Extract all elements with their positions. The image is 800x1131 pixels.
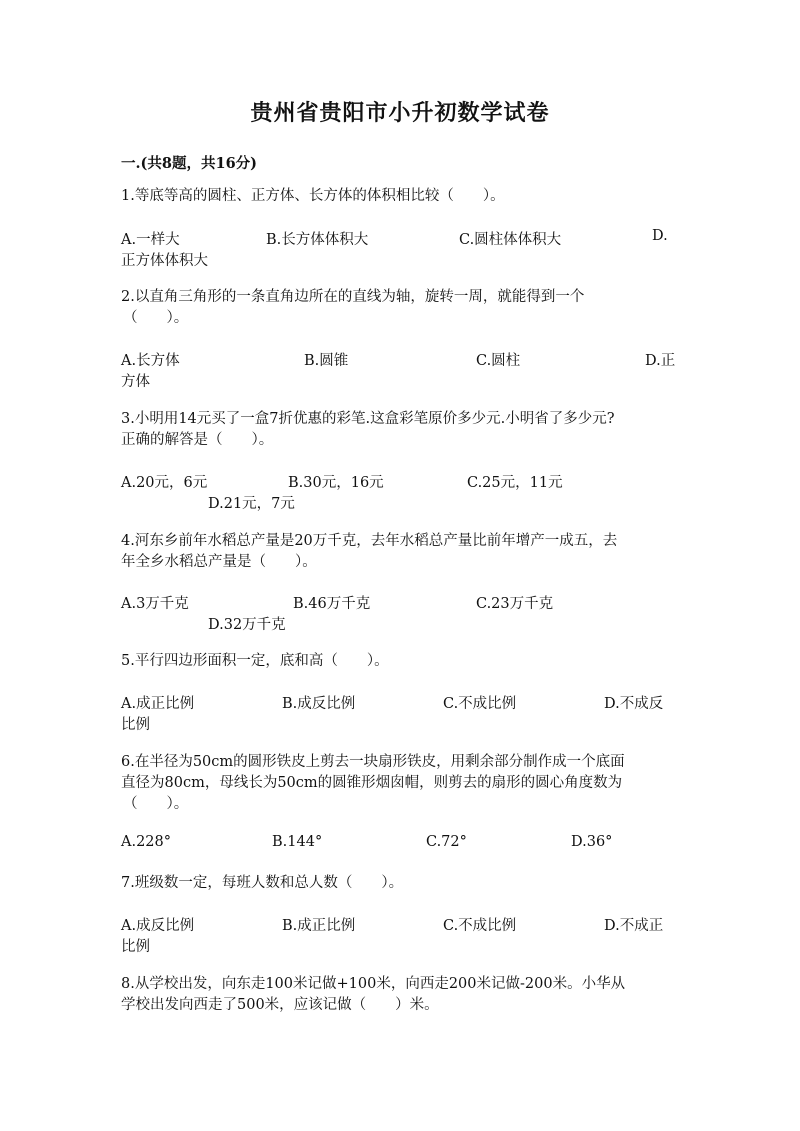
question-7-stem: 7.班级数一定，每班人数和总人数（ ）。 <box>121 875 404 891</box>
option-d: D.36° <box>571 834 613 850</box>
option-a: A.20元，6元 <box>121 475 208 491</box>
question-1-options <box>121 228 681 270</box>
question-6-stem-line-1: 6.在半径为50cm的圆形铁皮上剪去一块扇形铁皮，用剩余部分制作成一个底面 <box>121 754 625 770</box>
question-4-stem-line-1: 4.河东乡前年水稻总产量是20万千克，去年水稻总产量比前年增产一成五，去 <box>121 533 618 549</box>
question-4-options <box>121 592 681 634</box>
question-1 <box>121 186 691 207</box>
option-b: B.成反比例 <box>282 696 356 712</box>
option-d: D.不成正 <box>604 918 664 934</box>
question-3 <box>121 409 691 451</box>
page-title: 贵州省贵阳市小升初数学试卷 <box>250 100 550 126</box>
question-7 <box>121 873 691 894</box>
option-d: D.正 <box>645 353 676 369</box>
option-b: B.长方体体积大 <box>266 232 369 248</box>
option-a: A.长方体 <box>121 353 180 369</box>
option-b: B.圆锥 <box>304 353 349 369</box>
option-a: A.成正比例 <box>121 696 195 712</box>
option-d: D. <box>652 228 668 244</box>
section-heading: 一.(共8题，共16分) <box>121 155 258 172</box>
question-7-options <box>121 914 681 956</box>
option-c: C.不成比例 <box>443 918 517 934</box>
option-c: C.圆柱 <box>476 353 521 369</box>
question-2-stem-line-2: （ ）。 <box>123 310 189 326</box>
option-c: C.23万千克 <box>476 596 554 612</box>
option-d: D.不成反 <box>604 696 664 712</box>
question-8-stem-line-2: 学校出发向西走了500米，应该记做（ ）米。 <box>121 997 439 1013</box>
question-6-stem-line-2: 直径为80cm，母线长为50cm的圆锥形烟囱帽，则剪去的扇形的圆心角度数为 <box>121 775 623 791</box>
question-6-options <box>121 834 681 876</box>
question-6-stem-line-3: （ ）。 <box>123 796 189 812</box>
option-d-continued: 方体 <box>121 374 150 390</box>
question-3-stem-line-1: 3.小明用14元买了一盒7折优惠的彩笔.这盒彩笔原价多少元.小明省了多少元? <box>121 411 615 427</box>
question-5 <box>121 651 691 672</box>
option-b: B.46万千克 <box>293 596 371 612</box>
question-4 <box>121 531 691 573</box>
option-d-continued: 比例 <box>121 717 150 733</box>
option-b: B.30元，16元 <box>288 475 384 491</box>
option-d: D.32万千克 <box>208 617 286 633</box>
option-b: B.144° <box>272 834 323 850</box>
option-c: C.圆柱体体积大 <box>459 232 562 248</box>
option-a: A.成反比例 <box>121 918 195 934</box>
option-d: D.21元，7元 <box>208 496 295 512</box>
option-d-continued: 比例 <box>121 939 150 955</box>
question-4-stem-line-2: 年全乡水稻总产量是（ ）。 <box>121 554 317 570</box>
option-c: C.72° <box>426 834 467 850</box>
option-a: A.3万千克 <box>121 596 189 612</box>
question-8 <box>121 974 691 1016</box>
option-c: C.25元，11元 <box>467 475 563 491</box>
option-a: A.一样大 <box>121 232 180 248</box>
question-2-stem-line-1: 2.以直角三角形的一条直角边所在的直线为轴，旋转一周，就能得到一个 <box>121 289 585 305</box>
question-2 <box>121 287 691 329</box>
option-a: A.228° <box>121 834 172 850</box>
question-8-stem-line-1: 8.从学校出发，向东走100米记做+100米，向西走200米记做-200米。小华从 <box>121 976 626 992</box>
question-3-options <box>121 471 681 513</box>
option-b: B.成正比例 <box>282 918 356 934</box>
question-6 <box>121 752 691 815</box>
question-3-stem-line-2: 正确的解答是（ ）。 <box>121 432 274 448</box>
question-5-stem: 5.平行四边形面积一定，底和高（ ）。 <box>121 653 389 669</box>
option-d-continued: 正方体体积大 <box>121 253 208 269</box>
question-1-stem: 1.等底等高的圆柱、正方体、长方体的体积相比较（ ）。 <box>121 188 505 204</box>
question-5-options <box>121 692 681 734</box>
option-c: C.不成比例 <box>443 696 517 712</box>
question-2-options <box>121 349 681 391</box>
